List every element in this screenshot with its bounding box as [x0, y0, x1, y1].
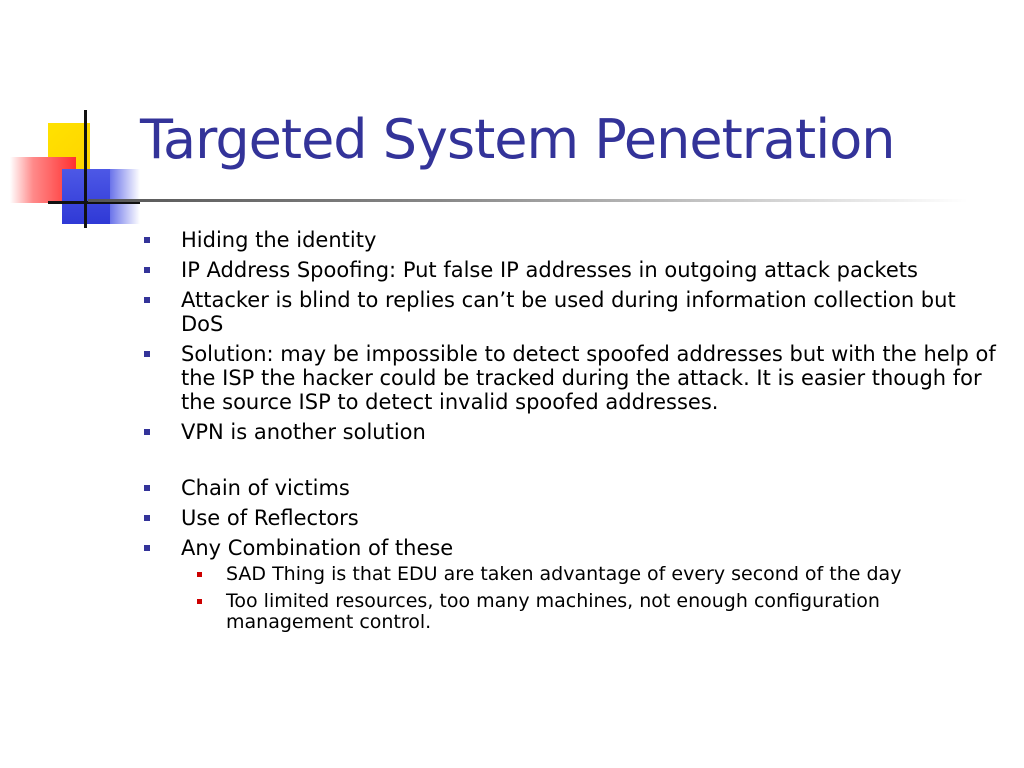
square-bullet-icon [144, 429, 150, 435]
square-bullet-icon [144, 237, 150, 243]
bullet-item [140, 258, 1000, 282]
bullet-item [140, 288, 1000, 336]
bullet-item [140, 342, 1000, 414]
bullet-list [140, 228, 1000, 633]
bullet-text: Attacker is blind to replies can’t be used during information collection but DoS [181, 288, 956, 336]
slide-title: Targeted System Penetration [140, 108, 895, 171]
bullet-text: Any Combination of these [181, 536, 454, 560]
bullet-text: Hiding the identity [181, 228, 377, 252]
square-bullet-icon [144, 351, 150, 357]
bullet-text: Use of Reflectors [181, 506, 359, 530]
logo-vertical-line [84, 110, 87, 228]
bullet-text: VPN is another solution [181, 420, 426, 444]
square-bullet-icon [144, 485, 150, 491]
sub-bullet-item [181, 564, 1000, 585]
bullet-item [140, 420, 1000, 444]
square-bullet-icon [144, 267, 150, 273]
bullet-item [140, 506, 1000, 530]
sub-bullet-text: Too limited resources, too many machines, not enough configuration management control. [226, 590, 880, 633]
sub-bullet-list [181, 564, 1000, 633]
bullet-item [140, 228, 1000, 252]
bullet-item [140, 536, 1000, 633]
square-bullet-icon [144, 297, 150, 303]
square-bullet-icon [144, 515, 150, 521]
sub-bullet-item [181, 591, 1000, 633]
logo-blue-fade [110, 169, 140, 224]
red-square-bullet-icon [197, 599, 202, 604]
red-square-bullet-icon [197, 572, 202, 577]
slide-content [140, 228, 1000, 639]
bullet-text: Chain of victims [181, 476, 350, 500]
square-bullet-icon [144, 545, 150, 551]
bullet-item [140, 476, 1000, 500]
bullet-text: Solution: may be impossible to detect spoofed addresses but with the help of the ISP the hacker could be tracked during the attack. It is easier though for the source ISP to detect invalid spoofed addresses. [181, 342, 996, 414]
sub-bullet-text: SAD Thing is that EDU are taken advantage of every second of the day [226, 563, 902, 585]
bullet-text: IP Address Spoofing: Put false IP addresses in outgoing attack packets [181, 258, 918, 282]
title-underline [88, 199, 968, 202]
slide-logo-decoration [10, 105, 140, 230]
